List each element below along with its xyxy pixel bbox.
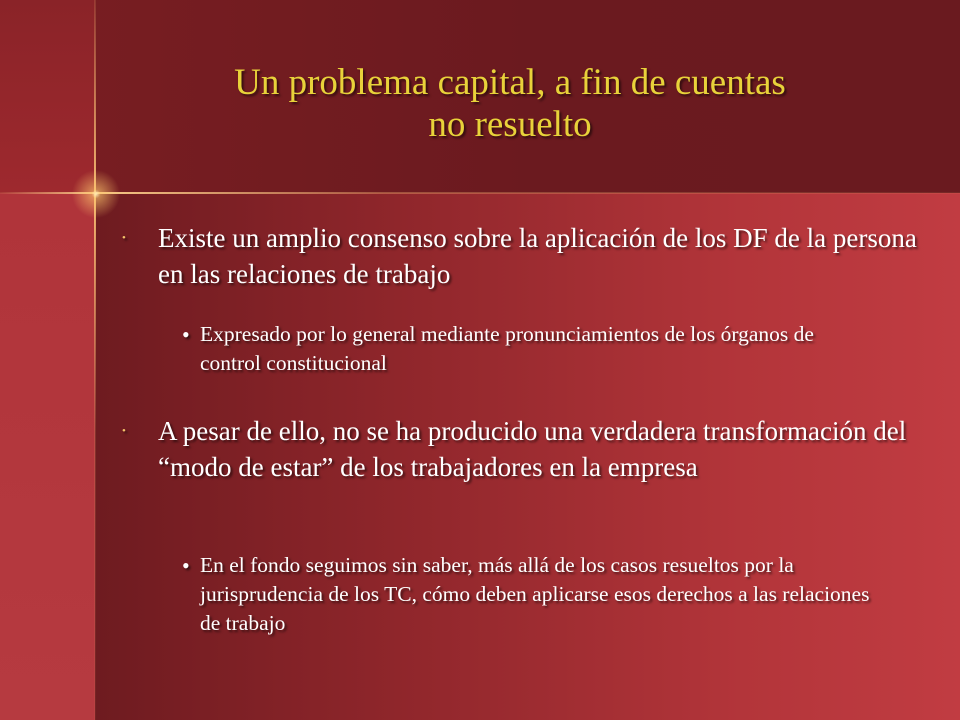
bullet-text: A pesar de ello, no se ha producido una verdadera transformación del “modo de estar” de los trabajadores en la empresa xyxy=(158,416,907,482)
bullet-item-1 xyxy=(122,220,918,292)
sub-bullet-item-2 xyxy=(182,551,880,638)
sub-bullet-text: En el fondo seguimos sin saber, más allá de los casos resueltos por la jurisprudencia de los TC, cómo deben aplicarse esos derechos a las relaciones de trabajo xyxy=(200,553,870,635)
sub-bullet-item-1 xyxy=(182,320,880,378)
title-line-1: Un problema capital, a fin de cuentas xyxy=(234,62,786,103)
horizontal-accent-line xyxy=(0,192,960,194)
light-flare xyxy=(65,163,127,225)
bullet-text: Existe un amplio consenso sobre la aplicación de los DF de la persona en las relaciones de trabajo xyxy=(158,223,917,289)
bullet-dot: • xyxy=(122,232,126,244)
sub-bullet-dot: • xyxy=(182,322,190,347)
left-strip xyxy=(0,193,95,720)
slide-title xyxy=(100,62,920,146)
title-line-2: no resuelto xyxy=(428,104,592,145)
bullet-dot: • xyxy=(122,425,126,437)
sub-bullet-dot: • xyxy=(182,553,190,578)
bullet-item-2 xyxy=(122,413,918,485)
sub-bullet-text: Expresado por lo general mediante pronunciamientos de los órganos de control constitucional xyxy=(200,322,814,375)
vertical-accent-line xyxy=(94,0,96,720)
